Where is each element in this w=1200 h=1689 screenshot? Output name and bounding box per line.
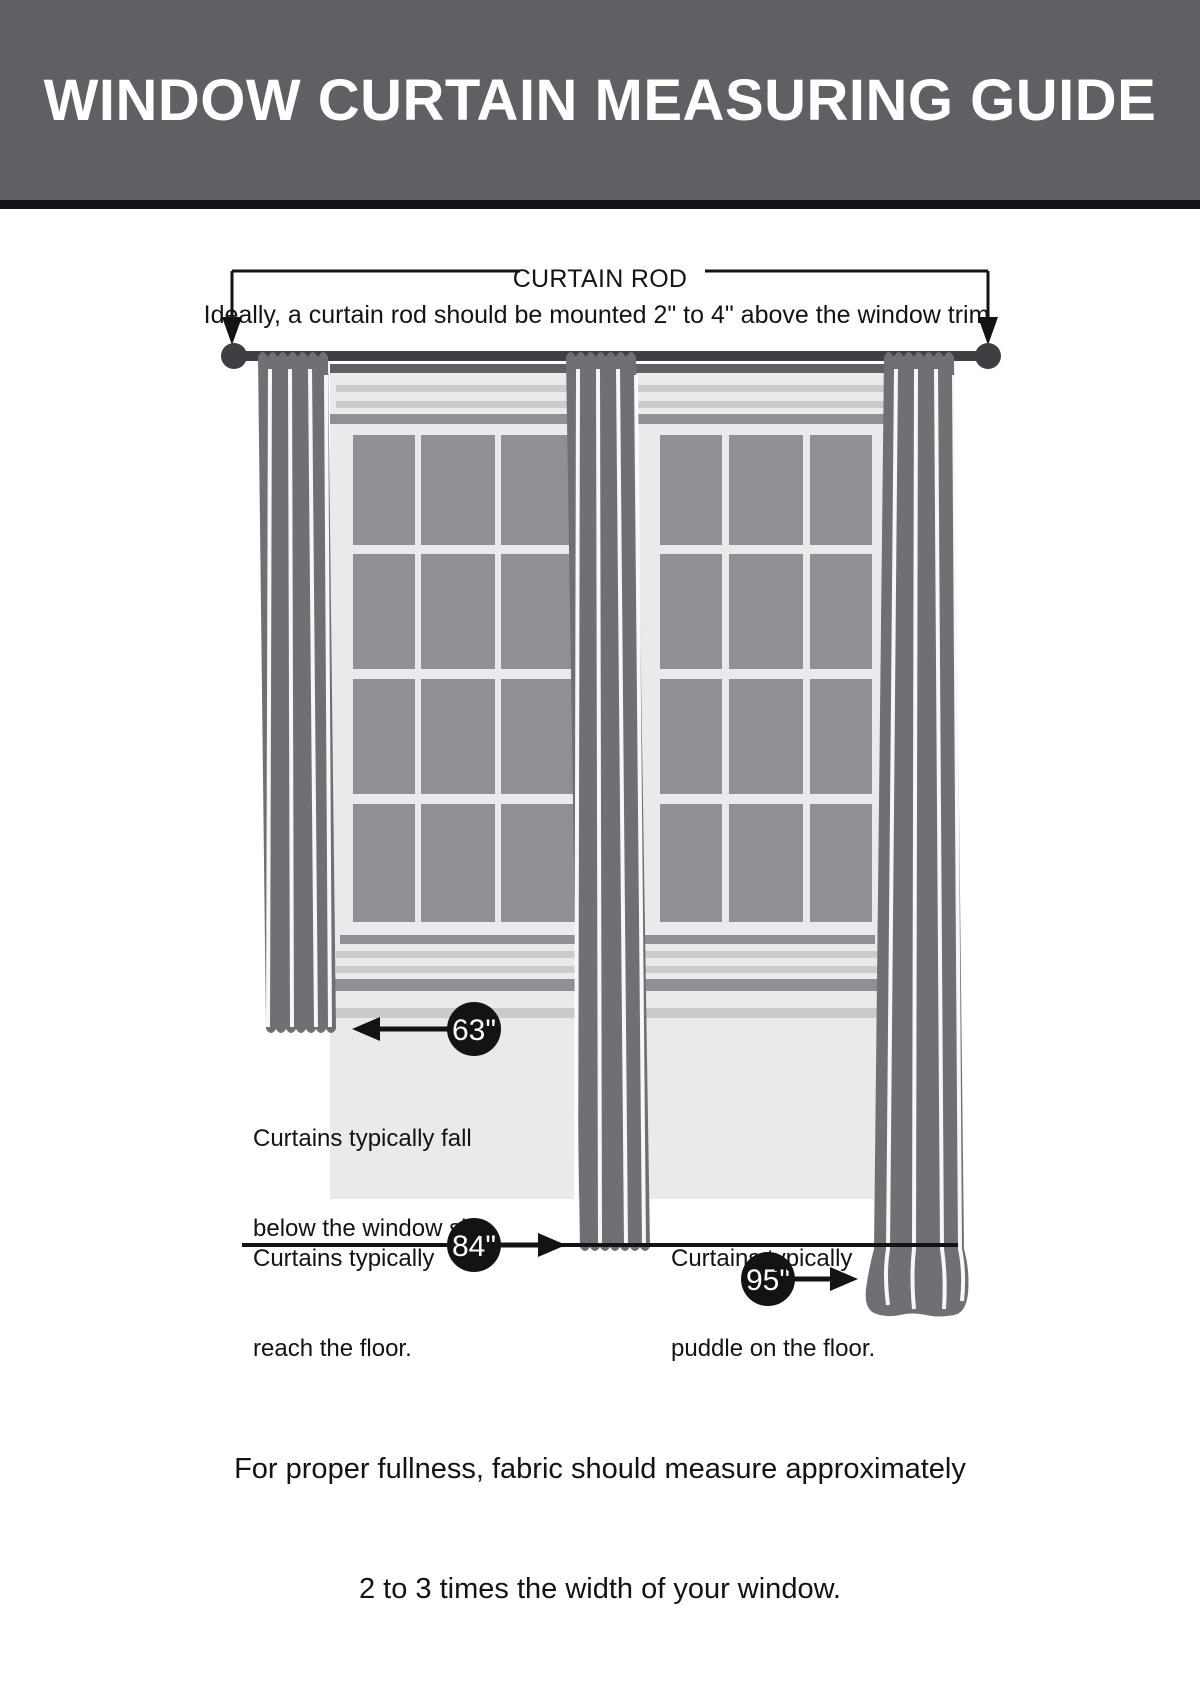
page-title: WINDOW CURTAIN MEASURING GUIDE — [43, 67, 1157, 133]
diagram-illustration — [0, 209, 1200, 1467]
header-banner — [0, 0, 1200, 200]
measurement-84-arrow — [500, 1233, 566, 1257]
curtain-rod-label: CURTAIN ROD — [512, 265, 688, 293]
note-puddle-floor-line1: Curtains typically — [671, 1245, 853, 1272]
fullness-note — [0, 1369, 1200, 1689]
note-reach-floor-line1: Curtains typically — [253, 1245, 435, 1272]
curtain-panel-floor — [566, 352, 650, 1251]
rod-finial-right-icon — [975, 343, 1001, 369]
note-puddle-floor-line2: puddle on the floor. — [671, 1335, 876, 1362]
curtain-measuring-diagram — [0, 209, 1200, 1605]
measurement-84-label: 84" — [451, 1230, 497, 1263]
note-below-sill-line1: Curtains typically fall — [253, 1125, 472, 1152]
fullness-note-line1: For proper fullness, fabric should measure approximately — [234, 1453, 966, 1485]
fullness-note-line2: 2 to 3 times the width of your window. — [359, 1573, 841, 1605]
note-reach-floor-line2: reach the floor. — [253, 1335, 412, 1362]
rod-finial-left-icon — [221, 343, 247, 369]
curtain-panel-short — [258, 352, 336, 1033]
curtain-rod-instruction: Ideally, a curtain rod should be mounted 2" to 4" above the window trim. — [203, 301, 997, 329]
header-divider — [0, 200, 1200, 209]
note-below-sill-line2: below the window sill. — [253, 1215, 484, 1242]
measurement-63-label: 63" — [451, 1014, 497, 1047]
measurement-95-label: 95" — [745, 1264, 791, 1297]
